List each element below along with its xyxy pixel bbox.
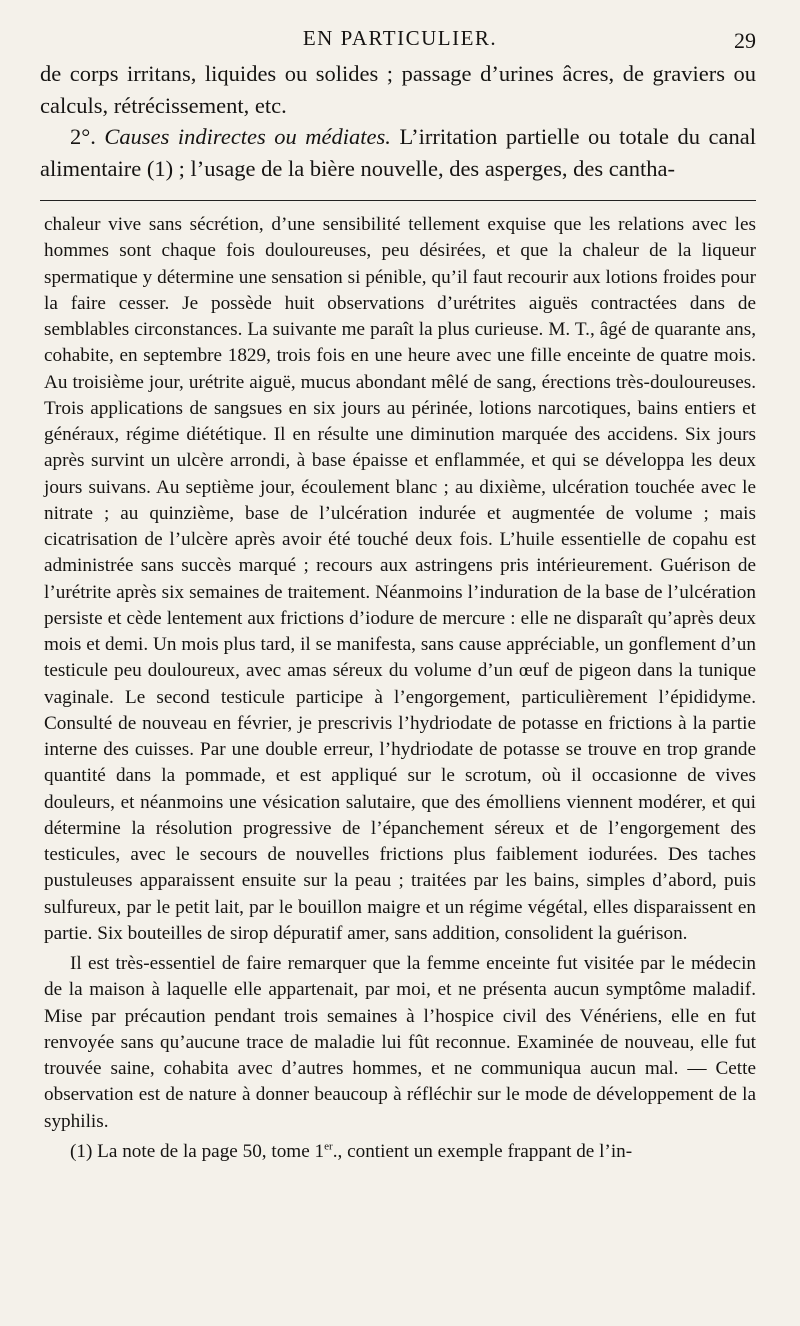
paragraph-2-body: L’irritation partielle ou totale du canal alimentaire (1) ; l’usage de la bière nouvelle, des asperges, des cantha-	[40, 124, 757, 181]
running-header	[40, 26, 760, 56]
main-text	[40, 58, 756, 184]
running-title: EN PARTICULIER.	[302, 26, 498, 50]
paragraph-2-heading: Causes indirectes ou médiates.	[104, 124, 391, 149]
footnote-paragraph-2: Il est très-essentiel de faire remarquer que la femme enceinte fut visitée par le médecin de la maison à laquelle elle appartenait, par moi, et ne présenta aucun symptôme maladif. Mise par précaution pendant trois semaines à l’hospice civil des Vénériens, elle en fut renvoyée sans qu’aucune trace de maladie lui fût reconnue. Examinée de nouveau, elle fut trouvée saine, cohabita avec d’autres hommes, et ne communiqua aucun mal. — Cette observation est de nature à donner beaucoup à réfléchir sur le mode de développement de la syphilis.	[44, 953, 756, 1132]
footnote-1-rest: ., contient un exemple frappant de l’in-	[332, 1140, 633, 1162]
footnotes	[44, 212, 756, 1165]
footnote-separator	[40, 200, 756, 201]
footnote-1-superscript: er	[324, 1140, 333, 1153]
paragraph-2-label: 2°.	[70, 124, 96, 149]
footnote-continuation: chaleur vive sans sécrétion, d’une sensibilité tellement exquise que les relations avec les hommes sont chaque fois douloureuses, peu désirées, et que la chaleur de la liqueur spermatique y détermine une sensation si pénible, qu’il faut recourir aux lotions froides pour la faire cesser. Je possède huit observations d’urétrites aiguës contractées dans de semblables circonstances. La suivante me paraît la plus curieuse. M. T., âgé de quarante ans, cohabite, en septembre 1829, trois fois en une heure avec une fille enceinte de quatre mois. Au troisième jour, urétrite aiguë, mucus abondant mêlé de sang, érections très-douloureuses. Trois applications de sangsues en six jours au périnée, lotions narcotiques, bains entiers et généraux, régime diététique. Il en résulte une diminution marquée des accidens. Six jours après survint un ulcère arrondi, à base épaisse et enflammée, et qui se développa les deux jours suivans. Au septième jour, écoulement blanc ; au dixième, ulcération touchée avec le nitrate ; au quinzième, base de l’ulcération indurée et augmentée de volume ; mais cicatrisation de l’ulcère après avoir été touché deux fois. L’huile essentielle de copahu est administrée sans succès marqué ; recours aux astringens pris intérieurement. Guérison de l’urétrite après six semaines de traitement. Néanmoins l’induration de la base de l’ulcération persiste et cède lentement aux frictions d’iodure de mercure : elle ne disparaît qu’après deux mois et demi. Un mois plus tard, il se manifesta, sans cause appréciable, un gonflement d’un testicule peu douloureux, avec amas séreux du volume d’un œuf de pigeon dans la tunique vaginale. Le second testicule participe à l’engorgement, particulièrement l’épididyme. Consulté de nouveau en février, je prescrivis l’hydriodate de potasse en frictions à la partie interne des cuisses. Par une double erreur, l’hydriodate de potasse se trouve en trop grande quantité dans la pommade, et est appliqué sur le scrotum, où il occasionne de vives douleurs, et néanmoins une vésication salutaire, que des émolliens viennent modérer, et qui détermine la résolution progressive de l’épanchement séreux et de l’engorgement des testicules, avec le secours de nouvelles frictions plus faiblement iodurées. Des taches pustuleuses apparaissent ensuite sur la peau ; traitées par les bains, simples d’abord, puis sulfureux, par le petit lait, par le bouillon maigre et un régime végétal, elles disparaissent en partie. Six bouteilles de sirop dépuratif amer, sans addition, consolident la guérison.	[44, 214, 756, 944]
footnote-1	[44, 1139, 756, 1165]
footnote-1-lead: (1) La note de la page 50, tome 1	[70, 1140, 325, 1162]
page-number: 29	[734, 28, 756, 53]
paragraph-1: de corps irritans, liquides ou solides ; passage d’urines âcres, de graviers ou calculs, rétrécissement, etc.	[40, 61, 756, 118]
paragraph-2	[40, 121, 756, 184]
